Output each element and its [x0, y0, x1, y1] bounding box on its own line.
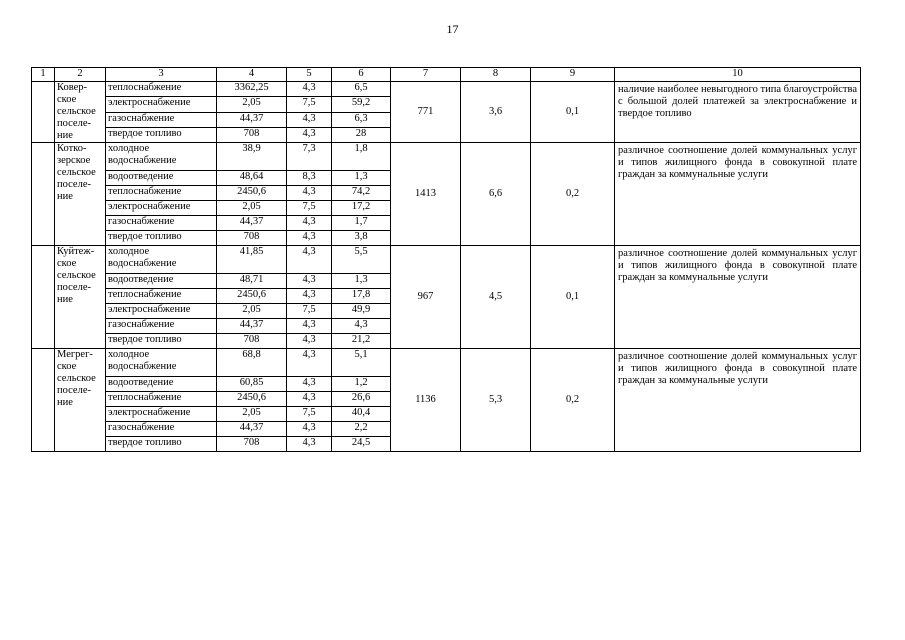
- table-row: [32, 143, 861, 171]
- share-value: 2,2: [332, 422, 391, 437]
- tariff-value: 41,85: [217, 246, 287, 274]
- row-number-cell: [32, 349, 55, 452]
- tariff-value: 2,05: [217, 97, 287, 112]
- tariff-value: 38,9: [217, 143, 287, 171]
- service-name: электроснабжение: [106, 304, 217, 319]
- tariff-value: 708: [217, 231, 287, 246]
- share-value: 1,7: [332, 216, 391, 231]
- tariff-value: 48,71: [217, 274, 287, 289]
- column-header: 8: [461, 68, 531, 82]
- note-text: наличие наиболее невыгодного типа благоустройства с большой долей платежей за электроснабжение и твердое топливо: [615, 82, 861, 143]
- index-value: 4,3: [287, 422, 332, 437]
- tariff-value: 2450,6: [217, 289, 287, 304]
- service-name: холодное водоснабжение: [106, 246, 217, 274]
- share-value: 3,8: [332, 231, 391, 246]
- service-name: электроснабжение: [106, 97, 217, 112]
- table-row: [32, 82, 861, 97]
- share-value: 17,8: [332, 289, 391, 304]
- column-header: 3: [106, 68, 217, 82]
- col8-value: 3,6: [461, 82, 531, 143]
- col7-value: 1413: [391, 143, 461, 246]
- settlement-name: Мегрег-ское сельское поселе-ние: [55, 349, 106, 452]
- service-name: твердое топливо: [106, 231, 217, 246]
- tariff-value: 3362,25: [217, 82, 287, 97]
- tariff-value: 48,64: [217, 171, 287, 186]
- service-name: электроснабжение: [106, 201, 217, 216]
- col7-value: 771: [391, 82, 461, 143]
- col8-value: 5,3: [461, 349, 531, 452]
- tariff-value: 2,05: [217, 304, 287, 319]
- settlement-name: Ковер-ское сельское поселе-ние: [55, 82, 106, 143]
- note-text: различное соотношение долей коммунальных услуг и типов жилищного фонда в совокупной плате граждан за коммунальные услуги: [615, 246, 861, 349]
- index-value: 7,3: [287, 143, 332, 171]
- service-name: газоснабжение: [106, 319, 217, 334]
- column-header: 4: [217, 68, 287, 82]
- tariff-value: 2,05: [217, 201, 287, 216]
- index-value: 4,3: [287, 319, 332, 334]
- tariff-value: 44,37: [217, 319, 287, 334]
- tariff-value: 2450,6: [217, 186, 287, 201]
- index-value: 4,3: [287, 231, 332, 246]
- service-name: теплоснабжение: [106, 186, 217, 201]
- share-value: 28: [332, 127, 391, 142]
- tariff-value: 44,37: [217, 216, 287, 231]
- index-value: 4,3: [287, 437, 332, 452]
- col8-value: 4,5: [461, 246, 531, 349]
- column-header: 9: [531, 68, 615, 82]
- share-value: 24,5: [332, 437, 391, 452]
- share-value: 26,6: [332, 392, 391, 407]
- service-name: газоснабжение: [106, 216, 217, 231]
- index-value: 7,5: [287, 201, 332, 216]
- share-value: 59,2: [332, 97, 391, 112]
- tariff-value: 2,05: [217, 407, 287, 422]
- column-header: 10: [615, 68, 861, 82]
- tariff-value: 2450,6: [217, 392, 287, 407]
- index-value: 4,3: [287, 289, 332, 304]
- share-value: 1,2: [332, 377, 391, 392]
- service-name: холодное водоснабжение: [106, 143, 217, 171]
- tariff-value: 44,37: [217, 422, 287, 437]
- service-name: холодное водоснабжение: [106, 349, 217, 377]
- service-name: твердое топливо: [106, 127, 217, 142]
- note-text: различное соотношение долей коммунальных услуг и типов жилищного фонда в совокупной плате граждан за коммунальные услуги: [615, 143, 861, 246]
- share-value: 1,3: [332, 171, 391, 186]
- index-value: 4,3: [287, 127, 332, 142]
- index-value: 4,3: [287, 112, 332, 127]
- share-value: 5,5: [332, 246, 391, 274]
- share-value: 21,2: [332, 334, 391, 349]
- index-value: 4,3: [287, 334, 332, 349]
- service-name: водоотведение: [106, 171, 217, 186]
- col9-value: 0,2: [531, 349, 615, 452]
- tariff-value: 44,37: [217, 112, 287, 127]
- column-header: 5: [287, 68, 332, 82]
- share-value: 1,3: [332, 274, 391, 289]
- share-value: 40,4: [332, 407, 391, 422]
- index-value: 4,3: [287, 274, 332, 289]
- service-name: газоснабжение: [106, 112, 217, 127]
- utilities-table: [31, 67, 861, 452]
- row-number-cell: [32, 143, 55, 246]
- tariff-value: 68,8: [217, 349, 287, 377]
- index-value: 4,3: [287, 349, 332, 377]
- col9-value: 0,1: [531, 82, 615, 143]
- index-value: 4,3: [287, 216, 332, 231]
- col7-value: 967: [391, 246, 461, 349]
- tariff-value: 708: [217, 334, 287, 349]
- column-header: 1: [32, 68, 55, 82]
- header-row: [32, 68, 861, 82]
- index-value: 4,3: [287, 392, 332, 407]
- col7-value: 1136: [391, 349, 461, 452]
- table-row: [32, 246, 861, 274]
- index-value: 4,3: [287, 82, 332, 97]
- service-name: водоотведение: [106, 274, 217, 289]
- service-name: водоотведение: [106, 377, 217, 392]
- share-value: 5,1: [332, 349, 391, 377]
- col9-value: 0,1: [531, 246, 615, 349]
- share-value: 74,2: [332, 186, 391, 201]
- service-name: теплоснабжение: [106, 392, 217, 407]
- index-value: 7,5: [287, 407, 332, 422]
- service-name: газоснабжение: [106, 422, 217, 437]
- settlement-name: Куйтеж-ское сельское поселе-ние: [55, 246, 106, 349]
- column-header: 7: [391, 68, 461, 82]
- row-number-cell: [32, 246, 55, 349]
- service-name: теплоснабжение: [106, 289, 217, 304]
- col8-value: 6,6: [461, 143, 531, 246]
- table-row: [32, 349, 861, 377]
- tariff-value: 60,85: [217, 377, 287, 392]
- service-name: теплоснабжение: [106, 82, 217, 97]
- row-number-cell: [32, 82, 55, 143]
- service-name: твердое топливо: [106, 334, 217, 349]
- index-value: 7,5: [287, 97, 332, 112]
- share-value: 1,8: [332, 143, 391, 171]
- share-value: 4,3: [332, 319, 391, 334]
- service-name: электроснабжение: [106, 407, 217, 422]
- share-value: 6,3: [332, 112, 391, 127]
- page-number: 17: [446, 22, 459, 36]
- column-header: 2: [55, 68, 106, 82]
- note-text: различное соотношение долей коммунальных услуг и типов жилищного фонда в совокупной плате граждан за коммунальные услуги: [615, 349, 861, 452]
- column-header: 6: [332, 68, 391, 82]
- share-value: 6,5: [332, 82, 391, 97]
- index-value: 4,3: [287, 186, 332, 201]
- tariff-value: 708: [217, 127, 287, 142]
- settlement-name: Котко-зерское сельское поселе-ние: [55, 143, 106, 246]
- index-value: 4,3: [287, 246, 332, 274]
- tariff-value: 708: [217, 437, 287, 452]
- service-name: твердое топливо: [106, 437, 217, 452]
- col9-value: 0,2: [531, 143, 615, 246]
- share-value: 17,2: [332, 201, 391, 216]
- share-value: 49,9: [332, 304, 391, 319]
- index-value: 8,3: [287, 171, 332, 186]
- index-value: 7,5: [287, 304, 332, 319]
- index-value: 4,3: [287, 377, 332, 392]
